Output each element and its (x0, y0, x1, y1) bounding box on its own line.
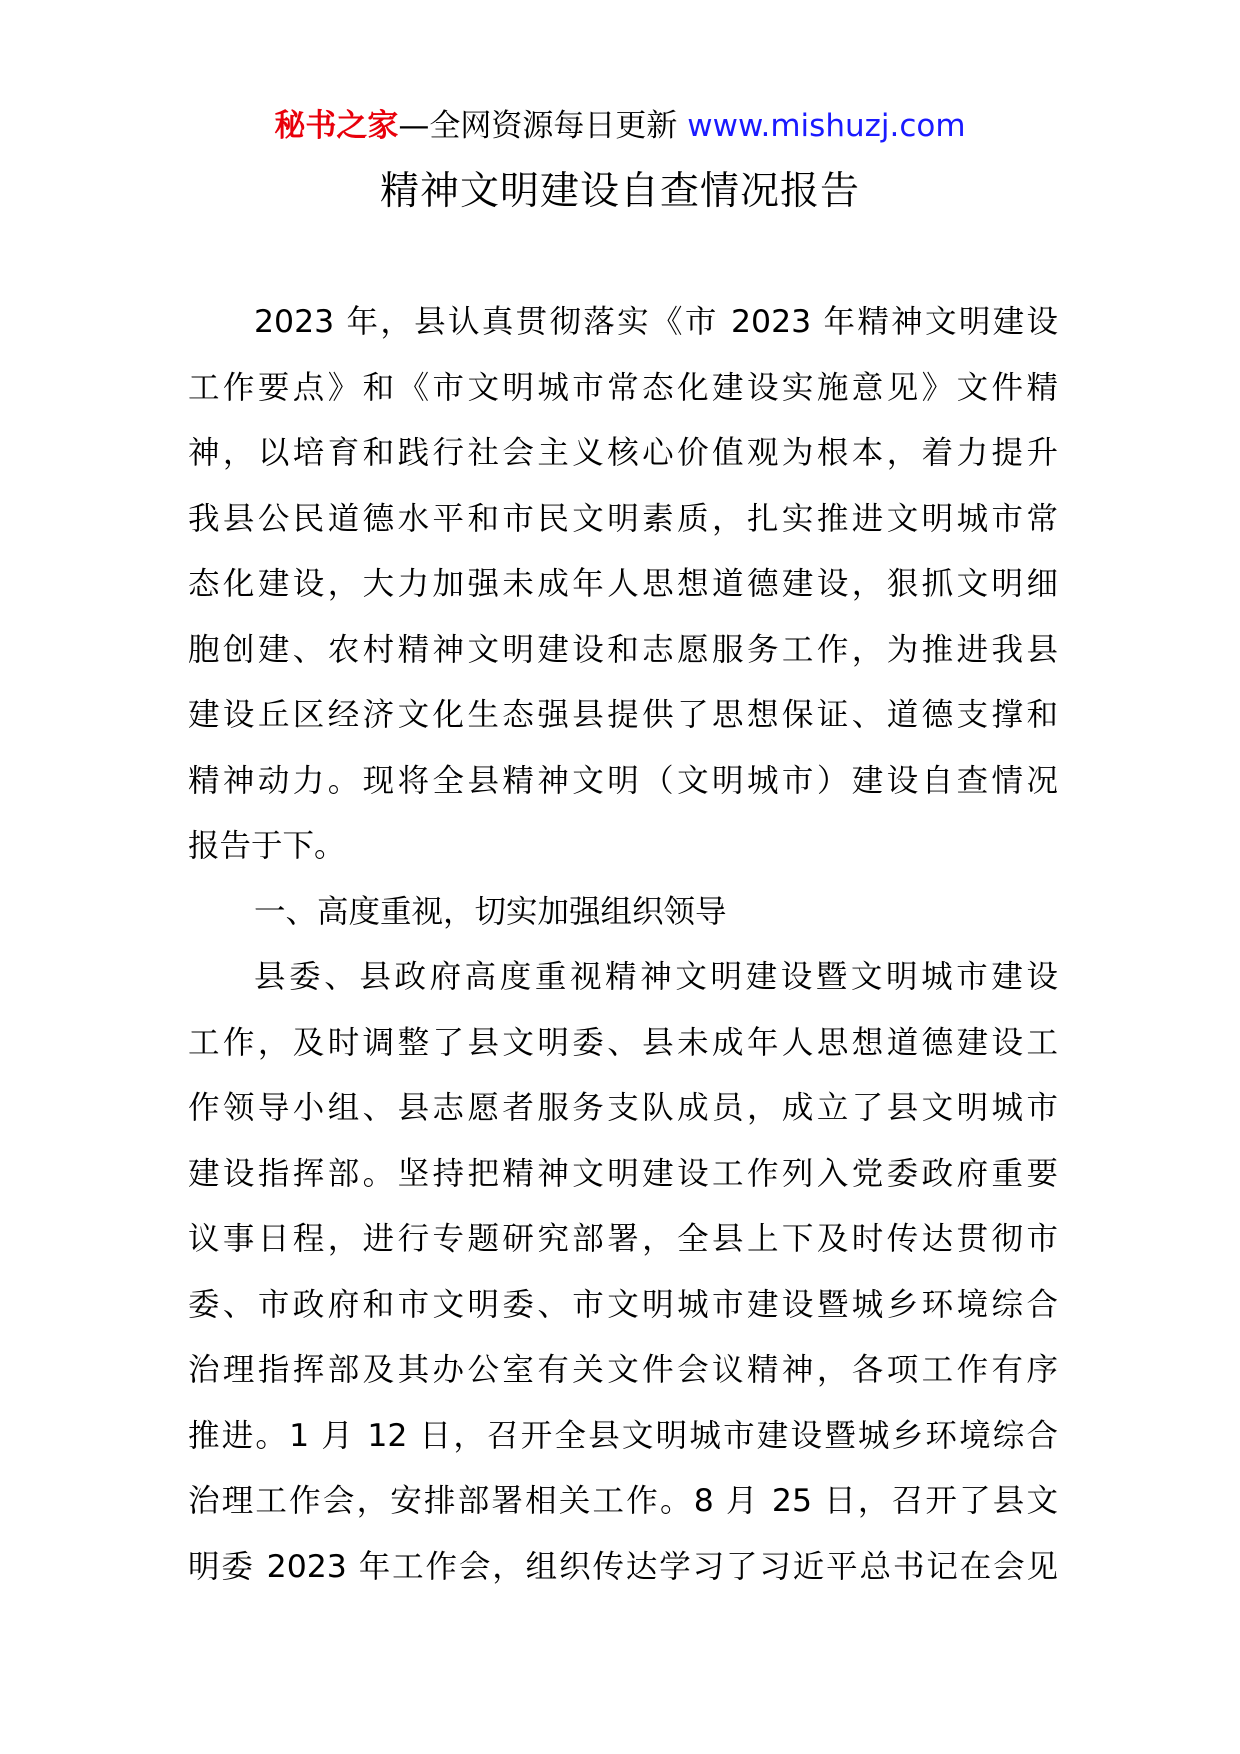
paragraph-line: 委、市政府和市文明委、市文明城市建设暨城乡环境综合 (188, 1286, 1058, 1323)
paragraph-line: 报告于下。 (188, 828, 346, 864)
site-header (0, 104, 1240, 148)
paragraph-line: 治理指挥部及其办公室有关文件会议精神，各项工作有序 (188, 1352, 1058, 1388)
brand-name: 秘书之家 (274, 108, 399, 144)
paragraph-line: 我县公民道德水平和市民文明素质，扎实推进文明城市常 (188, 500, 1058, 537)
paragraph-line: 议事日程，进行专题研究部署，全县上下及时传达贯彻市 (188, 1221, 1058, 1257)
document-body (188, 290, 1058, 1600)
paragraph-line: 工作要点》和《市文明城市常态化建设实施意见》文件精 (188, 369, 1058, 406)
paragraph-line: 态化建设，大力加强未成年人思想道德建设，狠抓文明细 (188, 566, 1058, 602)
section-heading: 一、高度重视，切实加强组织领导 (254, 893, 727, 930)
header-tagline: —全网资源每日更新 (398, 108, 688, 144)
paragraph-line: 精神动力。现将全县精神文明（文明城市）建设自查情况 (188, 762, 1058, 799)
paragraph-line: 神，以培育和践行社会主义核心价值观为根本，着力提升 (188, 435, 1058, 471)
paragraph-line: 推进。1 月 12 日，召开全县文明城市建设暨城乡环境综合 (188, 1417, 1058, 1454)
paragraph-line: 作领导小组、县志愿者服务支队成员，成立了县文明城市 (188, 1090, 1058, 1126)
paragraph-line: 建设指挥部。坚持把精神文明建设工作列入党委政府重要 (188, 1155, 1058, 1192)
paragraph-line: 明委 2023 年工作会，组织传达学习了习近平总书记在会见 (188, 1548, 1058, 1585)
paragraph-line: 县委、县政府高度重视精神文明建设暨文明城市建设 (254, 959, 1058, 995)
paragraph-line: 治理工作会，安排部署相关工作。8 月 25 日，召开了县文 (188, 1483, 1058, 1519)
paragraph-line: 建设丘区经济文化生态强县提供了思想保证、道德支撑和 (188, 697, 1058, 733)
paragraph-line: 2023 年，县认真贯彻落实《市 2023 年精神文明建设 (254, 304, 1058, 340)
document-title: 精神文明建设自查情况报告 (379, 169, 860, 214)
site-url-link[interactable]: www.mishuzj.com (687, 108, 966, 144)
paragraph-line: 工作，及时调整了县文明委、县未成年人思想道德建设工 (188, 1024, 1058, 1061)
paragraph-line: 胞创建、农村精神文明建设和志愿服务工作，为推进我县 (188, 631, 1058, 668)
